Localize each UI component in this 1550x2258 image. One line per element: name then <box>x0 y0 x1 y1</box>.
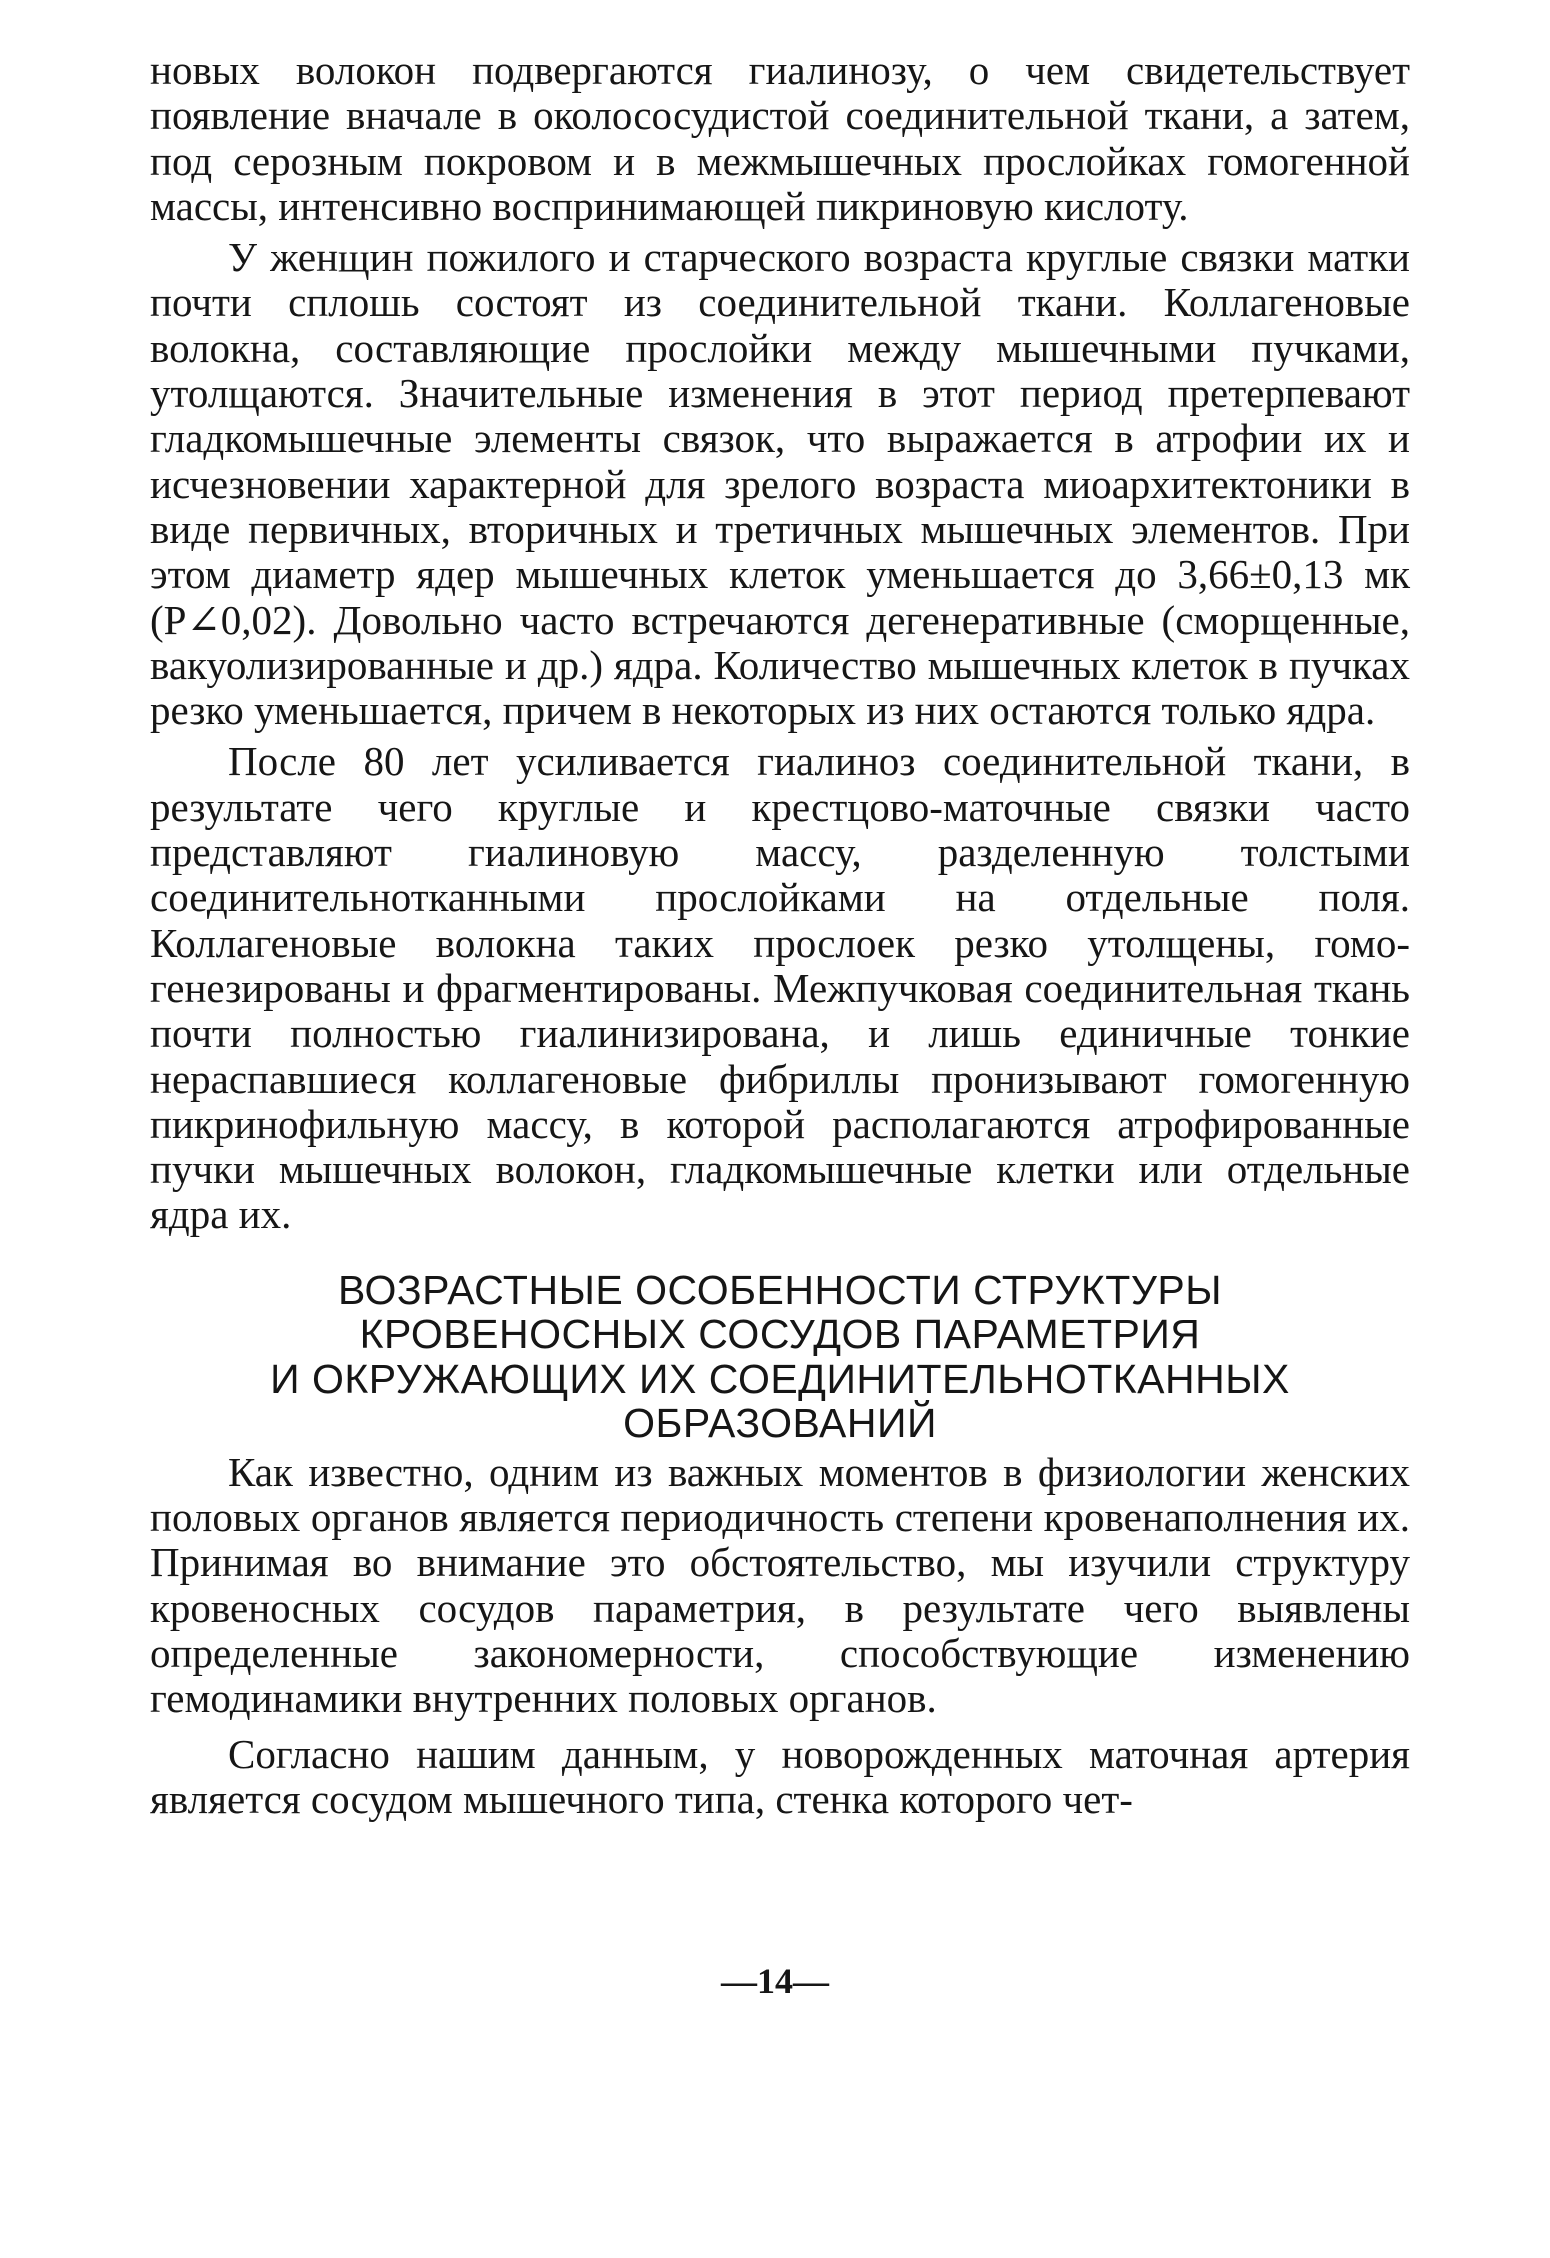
paragraph-2: У женщин пожилого и старческого возраста круглые связки матки почти сплошь состоят из соединительной ткани. Коллагеновые волокна, составляющие прослойки между мышечными пучками, утолщаются. Значительные изменения в этот период претерпевают гладкомышечные элементы связок, что выражается в атрофии их и исчезновении характерной для зрелого возраста миоархитектоники в виде первичных, вторичных и третичных мышечных элементов. При этом диаметр ядер мышечных клеток уменьшается до 3,66±0,13 мк (P∠0,02). Довольно часто встречаются дегенеративные (сморщенные, вакуолизированные и др.) ядра. Количество мышечных клеток в пучках резко уменьшается, причем в некоторых из них остаются только ядра. <box>150 234 1410 734</box>
paragraph-5: Согласно нашим данным, у новорожденных маточная артерия является сосудом мышечного типа, стенка которого чет- <box>150 1730 1410 1822</box>
section-heading <box>150 1268 1410 1446</box>
section-heading-line-2: КРОВЕНОСНЫХ СОСУДОВ ПАРАМЕТРИЯ <box>359 1311 1201 1358</box>
page-number: —14— <box>721 1961 829 2001</box>
section-heading-line-3: И ОКРУЖАЮЩИХ ИХ СОЕДИНИТЕЛЬНОТКАННЫХ <box>270 1355 1290 1402</box>
section-heading-line-4: ОБРАЗОВАНИЙ <box>623 1400 937 1447</box>
paragraph-3: После 80 лет усиливается гиалиноз соединительной ткани, в результате чего круглые и крестцово-маточные связки часто представляют гиалиновую массу, разделенную толстыми соединительнотканными прослойками на отдельные поля. Коллагеновые волокна таких прослоек резко утолщены, гомогенезированы и фрагментированы. Межпучковая соединительная ткань почти полностью гиалинизирована, и лишь единичные тонкие нераспавшиеся коллагеновые фибриллы пронизывают гомогенную пикринофильную массу, в которой располагаются атрофированные пучки мышечных волокон, гладкомышечные клетки или отдельные ядра их. <box>150 738 1410 1238</box>
section-heading-line-1: ВОЗРАСТНЫЕ ОСОБЕННОСТИ СТРУКТУРЫ <box>337 1266 1223 1313</box>
paragraph-4: Как известно, одним из важных моментов в физиологии женских половых органов является периодичность степени кровенаполнения их. Принимая во внимание это обстоятельство, мы изучили структуру кровеносных сосудов параметрия, в результате чего выявлены определенные закономерности, способствующие изменению гемодинамики внутренних половых органов. <box>150 1448 1410 1722</box>
page-body <box>150 48 1410 1822</box>
paragraph-1: новых волокон подвергаются гиалинозу, о чем свидетельствует появление вначале в околососудистой соединительной ткани, а затем, под серозным покровом и в межмышечных прослойках гомогенной массы, интенсивно воспринимающей пикриновую кислоту. <box>150 47 1410 229</box>
